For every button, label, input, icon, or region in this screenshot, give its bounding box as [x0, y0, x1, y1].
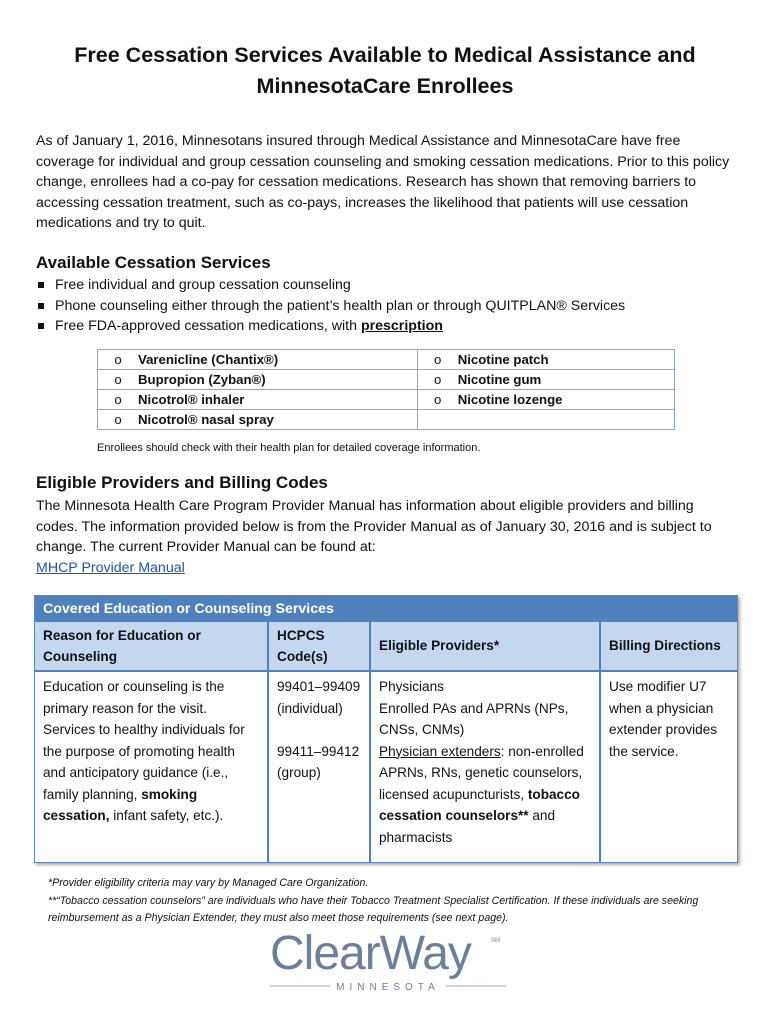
column-header-billing: Billing Directions [600, 622, 737, 671]
footnote-1: *Provider eligibility criteria may vary by Managed Care Organization. [48, 877, 369, 889]
table-row [35, 671, 737, 862]
extenders-text: : non-enrolled APRNs, RNs, genetic counselors, licensed acupuncturists, [379, 743, 584, 802]
logo-state: MINNESOTA [336, 982, 440, 993]
table-row [98, 370, 675, 390]
medications-table [97, 349, 675, 430]
code-group: 99411–99412 [277, 743, 360, 759]
intro-paragraph: As of January 1, 2016, Minnesotans insured through Medical Assistance and MinnesotaCare have free coverage for individual and group cessation counseling and smoking cessation medications. Prior to this policy change, enrollees had a co-pay for cessation medications. Research has shown that removing barriers to accessing cessation treatment, such as co-pays, increases the likelihood that patients will use cessation medications and try to quit. [36, 133, 730, 231]
billing-table [35, 622, 737, 862]
prescription-link[interactable]: prescription [360, 318, 443, 334]
provider-extenders [379, 741, 591, 849]
mhcp-provider-manual-link[interactable]: MHCP Provider Manual [36, 559, 185, 576]
providers-cell [370, 671, 600, 862]
reason-cell [35, 671, 268, 862]
column-header-hcpcs: HCPCS Code(s) [268, 622, 370, 671]
med-cell [98, 410, 418, 430]
table-header-row [35, 622, 737, 671]
footnotes [48, 875, 728, 928]
code-individual: 99401–99409 [277, 679, 361, 694]
title-line-2: MinnesotaCare Enrollees [256, 74, 514, 98]
med-name: Nicotine lozenge [457, 392, 563, 407]
provider-pas-aprns: Enrolled PAs and APRNs (NPs, CNSs, CNMs) [379, 700, 569, 737]
med-cell-empty [417, 410, 674, 430]
med-name: Varenicline (Chantix®) [138, 352, 279, 367]
med-cell [417, 350, 674, 370]
clearway-logo [268, 924, 508, 1004]
med-name: Bupropion (Zyban®) [138, 372, 266, 387]
bullet-marker: o [434, 372, 442, 387]
code-group-note: (group) [277, 765, 321, 780]
list-item: Phone counseling either through the patient’s health plan or through QUITPLAN® Services [36, 296, 625, 317]
paragraph-text: The Minnesota Health Care Program Provider Manual has information about eligible providers and billing codes. The information provided below is from the Provider Manual as of January 30, 2016 and is subject to change. The current Provider Manual can be found at: [36, 498, 712, 555]
column-header-reason: Reason for Education or Counseling [35, 622, 268, 671]
med-cell [98, 390, 418, 410]
bullet-marker: o [114, 352, 122, 367]
coverage-note: Enrollees should check with their health plan for detailed coverage information. [97, 442, 481, 454]
available-services-heading: Available Cessation Services [36, 253, 271, 272]
med-cell [98, 370, 418, 390]
eligible-providers-paragraph [36, 496, 736, 578]
med-name: Nicotine gum [457, 372, 542, 387]
med-cell [417, 390, 674, 410]
bullet-marker: o [114, 372, 122, 387]
covered-services-header: Covered Education or Counseling Services [35, 596, 737, 622]
table-row [98, 390, 675, 410]
med-name: Nicotrol® nasal spray [138, 412, 274, 427]
table-row [98, 350, 675, 370]
codes-cell [268, 671, 370, 862]
eligible-providers-heading: Eligible Providers and Billing Codes [36, 473, 328, 492]
provider-physicians: Physicians [379, 679, 444, 694]
reason-text-end: infant safety, etc.). [109, 808, 224, 823]
logo-tm: SM [491, 938, 500, 944]
covered-services-table [34, 595, 738, 863]
reason-bold: smoking cessation, [43, 786, 198, 823]
tobacco-counselors-text: tobacco cessation counselors** [379, 786, 580, 823]
bullet-marker: o [114, 392, 122, 407]
physician-extenders-link[interactable]: Physician extenders [379, 743, 501, 759]
bullet-marker: o [434, 352, 442, 367]
med-cell [417, 370, 674, 390]
billing-cell: Use modifier U7 when a physician extender provides the service. [600, 671, 737, 862]
title-line-1: Free Cessation Services Available to Medical Assistance and [74, 43, 696, 67]
column-header-providers: Eligible Providers* [370, 622, 600, 671]
table-row [98, 410, 675, 430]
footnote-2: **“Tobacco cessation counselors” are individuals who have their Tobacco Treatment Specialist Certification. If these individuals are seeking reimbursement as a Physician Extender, they must also meet those requirements (see next page). [48, 894, 699, 924]
code-individual-note: (individual) [277, 700, 343, 716]
list-item: Free individual and group cessation counseling [36, 275, 625, 296]
reason-text: Education or counseling is the primary reason for the visit. Services to healthy individuals for the purpose of promoting health and anticipatory guidance (i.e., family planning, [43, 679, 245, 802]
bullet-text: Free FDA-approved cessation medications, with [55, 318, 361, 334]
logo-wordmark: ClearWay [270, 927, 471, 980]
list-item [36, 316, 625, 337]
pharmacists-text: and pharmacists [379, 808, 556, 845]
bullet-marker: o [114, 412, 122, 427]
page-title [40, 40, 730, 102]
available-services-list [36, 275, 625, 337]
med-name: Nicotine patch [457, 352, 549, 367]
bullet-marker: o [434, 392, 442, 407]
med-name: Nicotrol® inhaler [138, 392, 245, 407]
med-cell [98, 350, 418, 370]
